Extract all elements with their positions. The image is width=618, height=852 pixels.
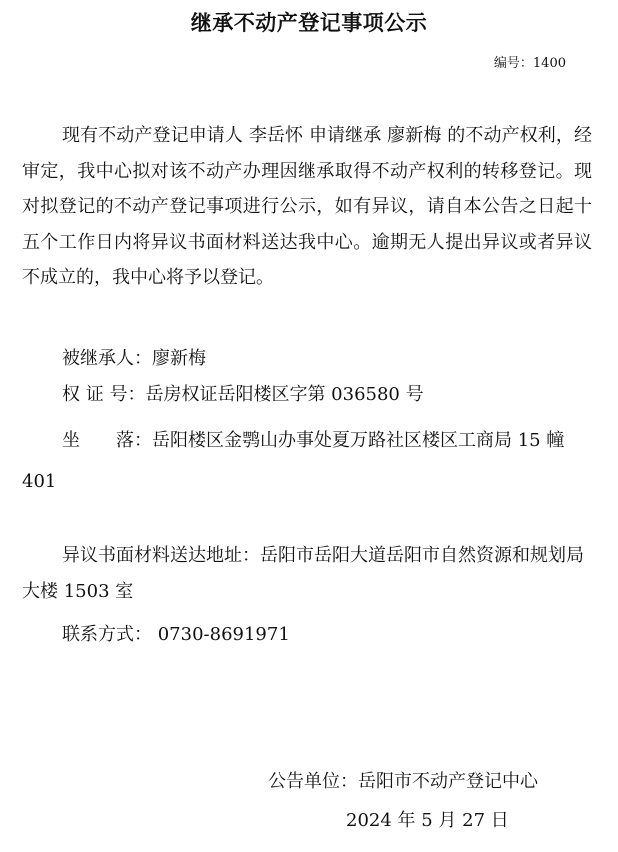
decedent-field: 被继承人：廖新梅 <box>62 348 206 369</box>
certificate-number-field: 权 证 号：岳房权证岳阳楼区字第 036580 号 <box>62 384 424 405</box>
notice-number: 编号：1400 <box>493 56 566 71</box>
notice-body-paragraph: 现有不动产登记申请人 李岳怀 申请继承 廖新梅 的不动产权利，经审定，我中心拟对该不动产办理因继承取得不动产权利的转移登记。现对拟登记的不动产登记事项进行公示，如有异议，请自本公告之日起十五个工作日内将异议书面材料送达我中心。逾期无人提出异议或者异议不成立的，我中心将予以登记。 <box>22 125 592 288</box>
objection-address-field: 异议书面材料送达地址：岳阳市岳阳大道岳阳市自然资源和规划局大楼 1503 室 <box>22 545 584 602</box>
issuing-unit: 公告单位：岳阳市不动产登记中心 <box>268 771 538 792</box>
issue-date: 2024 年 5 月 27 日 <box>346 810 509 831</box>
notice-title: 继承不动产登记事项公示 <box>190 11 428 35</box>
location-field: 坐 落：岳阳楼区金鹗山办事处夏万路社区楼区工商局 15 幢 401 <box>22 430 565 492</box>
contact-field: 联系方式： 0730-8691971 <box>62 624 290 645</box>
